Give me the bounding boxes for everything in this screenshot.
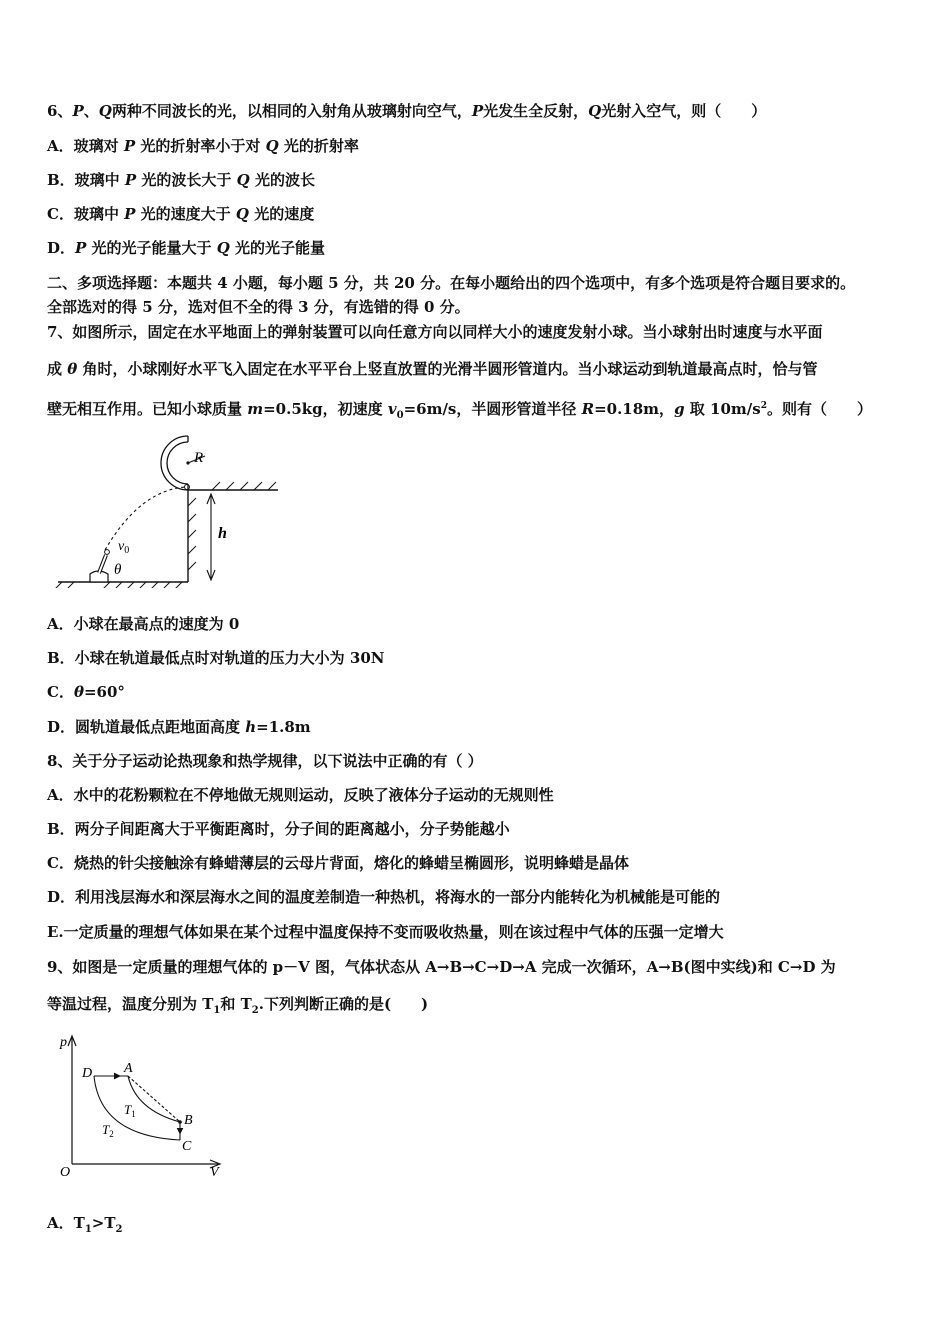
- point-b-label: B: [184, 1113, 193, 1128]
- q9-stem-line2: 等温过程，温度分别为 $T_1$和 $T_2$.下列判断正确的是( ): [47, 995, 429, 1016]
- q7-option-a: A．小球在最高点的速度为 0: [47, 615, 240, 633]
- q6-option-b: B．玻璃中 P 光的波长大于 Q 光的波长: [47, 171, 315, 189]
- q7-option-d: D．圆轨道最低点距地面高度 h=1.8m: [47, 718, 311, 736]
- q7-option-c: C．θ=60°: [47, 683, 125, 701]
- q9-option-a: A．$T_1>T_2$: [47, 1214, 123, 1235]
- section2-instructions-line1: 二、多项选择题：本题共 4 小题，每小题 5 分，共 20 分。在每小题给出的四个选项中，有多个选项是符合题目要求的。: [47, 274, 856, 292]
- q8-stem: 8、关于分子运动论热现象和热学规律，以下说法中正确的有（ ）: [47, 752, 483, 770]
- q6-stem: 6、P、Q两种不同波长的光，以相同的入射角从玻璃射向空气，P光发生全反射，Q光射入空气，则（ ）: [47, 102, 767, 120]
- q8-option-d: D．利用浅层海水和深层海水之间的温度差制造一种热机，将海水的一部分内能转化为机械能是可能的: [47, 888, 721, 906]
- theta-label: θ: [114, 562, 122, 578]
- q7-stem-line2: 成 θ 角时，小球刚好水平飞入固定在水平平台上竖直放置的光滑半圆形管道内。当小球运动到轨道最高点时，恰与管: [47, 360, 818, 378]
- q7-stem-line3: 壁无相互作用。已知小球质量 m=0.5kg，初速度 $v_0=6m/s$，半圆形管道半径 R=0.18m，g 取 $10m/s^2$。则有（ ）: [47, 400, 872, 421]
- section2-instructions-line2: 全部选对的得 5 分，选对但不全的得 3 分，有选错的得 0 分。: [47, 298, 470, 316]
- q6-option-a: A．玻璃对 P 光的折射率小于对 Q 光的折射率: [47, 137, 359, 155]
- q9-stem-line1: 9、如图是一定质量的理想气体的 p－V 图，气体状态从 A→B→C→D→A 完成一次循环，A→B(图中实线)和 C→D 为: [47, 958, 836, 976]
- origin-label: O: [60, 1165, 71, 1178]
- point-a-label: A: [124, 1061, 133, 1076]
- q6-option-d: D．P 光的光子能量大于 Q 光的光子能量: [47, 239, 326, 257]
- p-axis-label: p: [60, 1035, 67, 1050]
- point-d-label: D: [82, 1066, 93, 1081]
- launcher-icon: [90, 550, 109, 582]
- t1-curve-label: $T_1$: [124, 1102, 136, 1119]
- q6-option-c: C．玻璃中 P 光的速度大于 Q 光的速度: [47, 205, 315, 223]
- v-axis-label: V: [210, 1165, 219, 1178]
- q8-option-e: E.一定质量的理想气体如果在某个过程中温度保持不变而吸收热量，则在该过程中气体的压强一定增大: [47, 923, 724, 941]
- q8-option-b: B．两分子间距离大于平衡距离时，分子间的距离越小，分子势能越小: [47, 820, 510, 838]
- q7-projectile-figure: [50, 418, 290, 588]
- point-c-label: C: [182, 1139, 192, 1154]
- q8-option-c: C．烧热的针尖接触涂有蜂蜡薄层的云母片背面，熔化的蜂蜡呈椭圆形，说明蜂蜡是晶体: [47, 854, 629, 872]
- t2-curve-label: $T_2$: [102, 1122, 114, 1139]
- q7-option-b: B．小球在轨道最低点时对轨道的压力大小为 30N: [47, 649, 385, 667]
- q9-pv-diagram: [50, 1030, 250, 1178]
- q7-stem-line1: 7、如图所示，固定在水平地面上的弹射装置可以向任意方向以同样大小的速度发射小球。当小球射出时速度与水平面: [47, 323, 823, 341]
- radius-label: R: [194, 450, 204, 466]
- q8-option-a: A．水中的花粉颗粒在不停地做无规则运动，反映了液体分子运动的无规则性: [47, 786, 554, 804]
- initial-velocity-label: $v_0$: [118, 539, 130, 556]
- height-label: h: [218, 525, 227, 542]
